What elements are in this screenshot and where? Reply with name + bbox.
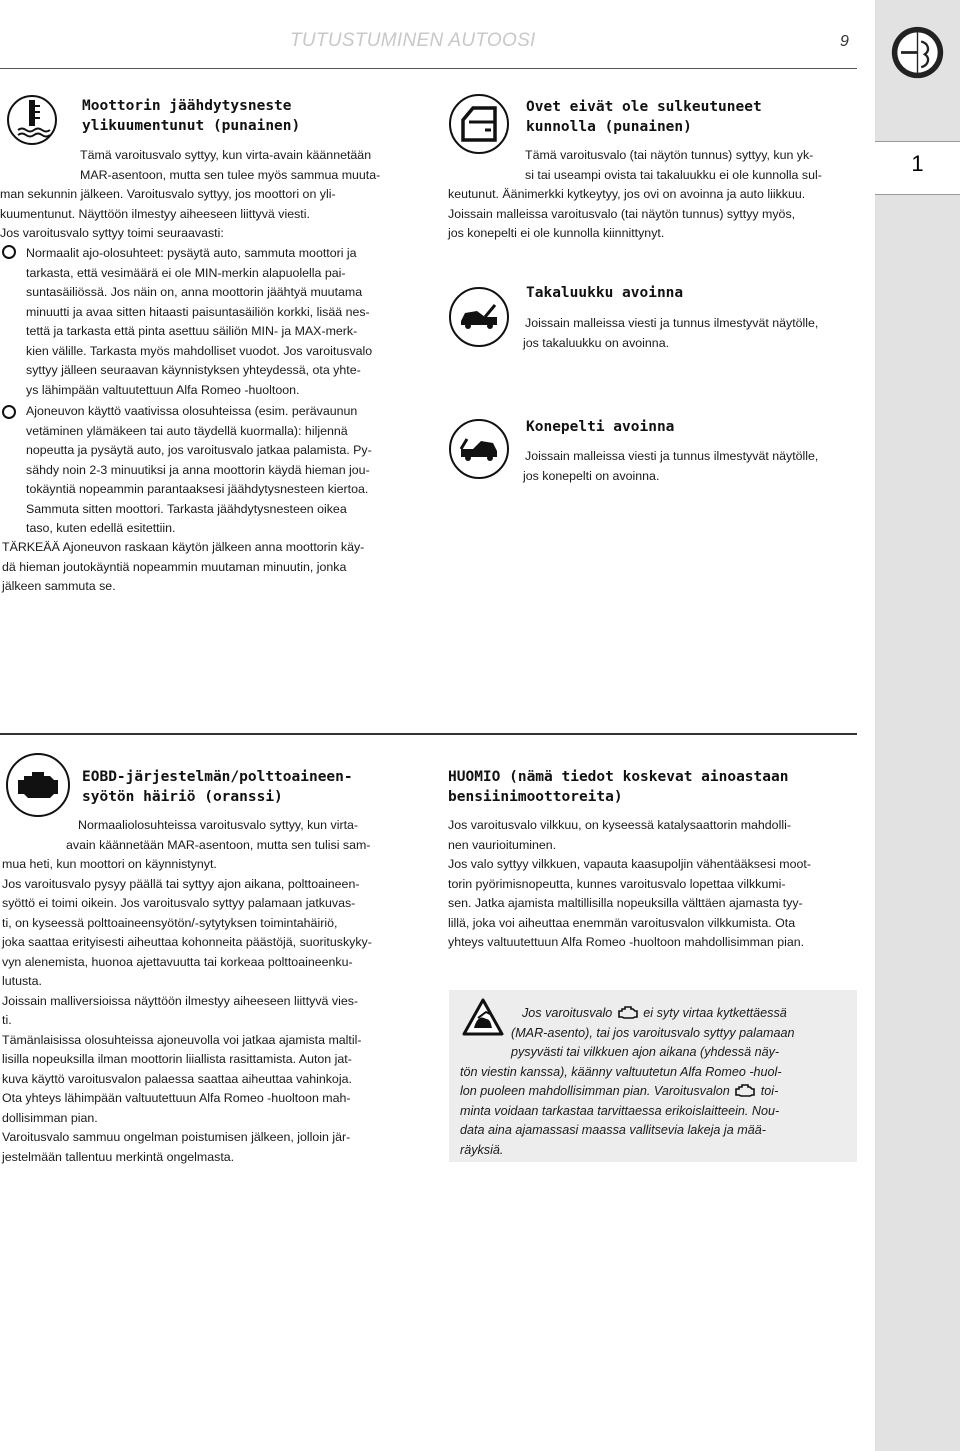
coolant-temperature-icon: [6, 90, 58, 150]
alfa-romeo-logo-icon: [890, 25, 945, 80]
eobd-title: EOBD-järjestelmän/polttoaineen- syötön häiriö (oranssi): [82, 769, 353, 805]
header-divider: [0, 68, 857, 69]
eobd-body: Normaaliolosuhteissa varoitusvalo syttyy, kun virta- avain käännetään MAR-asentoon, mutta sen tulisi sam- mua heti, kun moottori on käynnistynyt. Jos varoitusvalo pysyy päällä tai syttyy ajon aikana, polttoaineen- syöttö ei toimi oikein. Jos varoitusvalo syttyy palamaan jatkuvas- ti, on kyseessä polttoaineensyötön/-sytytyksen toimintahäiriö, joka saattaa erityisesti aiheuttaa kohonneita päästöjä, suorituskyky- vyn alenemista, huonoa ajettavuutta tai korkeaa polttoaineenku- lutusta. Joissain malliversioissa näyttöön ilmestyy aiheeseen liittyvä vies- ti. Tämänlaisissa olosuhteissa ajoneuvolla voi jatkaa ajamista maltil- lisilla nopeuksilla ilman moottorin liiallista rasittamista. Auton jat- kuva käyttö varoitusvalon palaessa saattaa aiheuttaa vahinkoja. Ota yhteys lähimpään valtuutettuun Alfa Romeo -huoltoon mah- dollisimman pian. Varoitusvalo sammuu ongelman poistumisen jälkeen, jolloin jär- jestelmään tallentuu merkintä ongelmasta.: [2, 818, 372, 1164]
coolant-intro: Tämä varoitusvalo syttyy, kun virta-avain käännetään MAR-asentoon, mutta sen tulee myös sammua muuta- man sekunnin jälkeen. Varoitusvalo syttyy, jos moottori on yli- kuumentunut. Näyttöön ilmestyy aiheeseen liittyvä viesti. Jos varoitusvalo syttyy toimi seuraavasti:: [0, 148, 381, 240]
coolant-title: Moottorin jäähdytysneste ylikuumentunut (punainen): [82, 98, 301, 134]
warning-note-text: Jos varoitusvalo ei syty virtaa kytkettäessä (MAR-asento), tai jos varoitusvalo syttyy palamaan pysyvästi tai vilkkuen ajon aikana (yhdessä näy- tön viestin kanssa), käänny valtuutetun Alfa Romeo -huol- lon puoleen mahdollisimman pian. Varoitusvalon toi- minta voidaan tarkastaa tarvittaessa erikoislaitteein. Nou- data aina ajamassasi maassa vallitsevia lakeja ja mää- räyksiä.: [460, 1006, 795, 1157]
trunk-body: Joissain malleissa viesti ja tunnus ilmestyvät näytölle, jos takaluukku on avoinna.: [523, 316, 819, 350]
doors-body: Tämä varoitusvalo (tai näytön tunnus) syttyy, kun yk- si tai useampi ovista tai takaluukku ei ole kunnolla sul- keutunut. Äänimerkki kytkeytyy, jos ovi on avoinna ja auto liikkuu. Joissain malleissa varoitusvalo (tai näytön tunnus) syttyy myös, jos konepelti ei ole kunnolla kiinnittynyt.: [448, 148, 822, 240]
coolant-bullet-normal: Normaalit ajo-olosuhteet: pysäytä auto, sammuta moottori ja tarkasta, että vesimäärä ei ole MIN-merkin alapuolella pai- suntasäiliössä. Jos näin on, anna moottorin jäähtyä muutama minuutti ja avaa sitten hitaasti paisuntasäiliön korkki, lisää nes- tettä ja tarkasta että pinta asettuu säiliön MIN- ja MAX-merk- kien välille. Tarkasta myös mahdolliset vuodot. Jos varoitusvalo syttyy jälleen seuraavan käynnistyksen yhteydessä, ota yhte- ys lähimpään valtuutettuun Alfa Romeo -huoltoon.: [26, 246, 373, 397]
coolant-important-note: TÄRKEÄÄ Ajoneuvon raskaan käytön jälkeen anna moottorin käy- dä hieman joutokäyntiä nopeammin muutaman minuutin, jonka jälkeen sammuta se.: [2, 540, 365, 593]
bullet-icon: [2, 245, 16, 259]
chapter-sidebar: [875, 0, 960, 1451]
doors-title: Ovet eivät ole sulkeutuneet kunnolla (punainen): [526, 99, 762, 135]
engine-check-icon: [618, 1005, 638, 1019]
section-divider: [0, 733, 857, 735]
coolant-bullet-demanding: Ajoneuvon käyttö vaativissa olosuhteissa (esim. perävaunun vetäminen ylämäkeen tai auto täydellä kuormalla): hiljennä nopeutta ja pysäytä auto, jos varoitusvalo jatkaa palamista. Py- sähdy noin 2-3 minuutiksi ja anna moottorin käydä hieman jou- tokäyntiä nopeammin parantaaksesi jäähdytysnesteen kiertoa. Sammuta sitten moottori. Tarkasta jäähdytysnesteen oikea taso, kuten edellä esitettiin.: [26, 404, 372, 535]
huomio-body: Jos varoitusvalo vilkkuu, on kyseessä katalysaattorin mahdolli- nen vaurioituminen. Jos valo syttyy vilkkuen, vapauta kaasupoljin vähentääksesi moot- torin pyörimisnopeutta, kunnes varoitusvalo lopettaa vilkkumi- sen. Jatka ajamista maltillisilla nopeuksilla välttäen ajamasta tyy- lillä, joka voi aiheuttaa enemmän varoitusvalon vilkkumista. Ota yhteys valtuutettuun Alfa Romeo -huoltoon mahdollisimman pian.: [448, 818, 811, 949]
hood-title: Konepelti avoinna: [526, 419, 675, 435]
engine-check-icon: [4, 752, 72, 818]
bullet-icon: [2, 405, 16, 419]
engine-check-icon: [735, 1083, 755, 1097]
running-header: TUTUSTUMINEN AUTOOSI: [290, 30, 536, 51]
hood-body: Joissain malleissa viesti ja tunnus ilmestyvät näytölle, jos konepelti on avoinna.: [523, 449, 819, 483]
trunk-title: Takaluukku avoinna: [526, 285, 684, 301]
huomio-title: HUOMIO (nämä tiedot koskevat ainoastaan bensiinimoottoreita): [448, 769, 789, 805]
chapter-number: 1: [911, 151, 924, 176]
page-number: 9: [840, 33, 849, 50]
